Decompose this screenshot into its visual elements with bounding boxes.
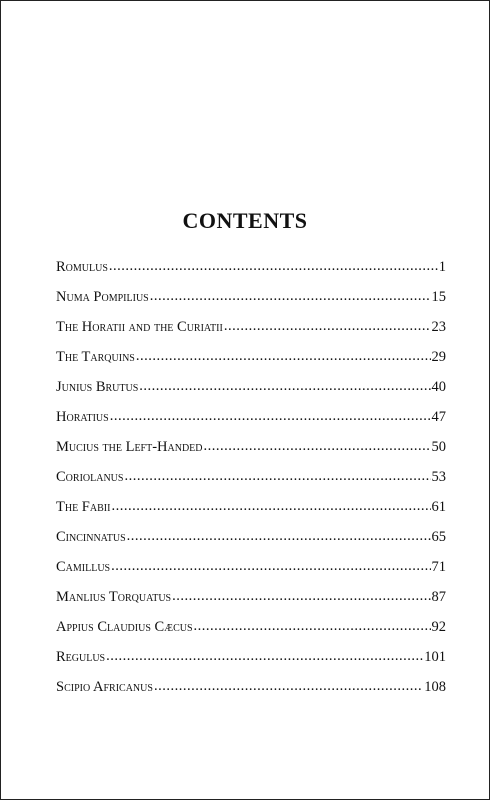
toc-entry-page: 87 xyxy=(431,589,446,605)
toc-entry-page: 15 xyxy=(431,289,446,305)
dot-leader xyxy=(139,378,430,395)
dot-leader xyxy=(110,408,431,425)
dot-leader xyxy=(136,348,431,365)
toc-entry xyxy=(56,589,446,619)
toc-entry-title: Cincinnatus xyxy=(56,529,126,545)
toc-entry-title: Mucius the Left-Handed xyxy=(56,439,203,455)
toc-entry-title: Regulus xyxy=(56,649,106,665)
toc-entry-page: 71 xyxy=(431,559,446,575)
toc-entry-page: 61 xyxy=(431,499,446,515)
toc-entry-title: Appius Claudius Cæcus xyxy=(56,619,193,635)
toc-entry-title: The Fabii xyxy=(56,499,111,515)
toc-entry-title: Numa Pompilius xyxy=(56,289,149,305)
toc-entry-page: 29 xyxy=(431,349,446,365)
toc-entry-page: 40 xyxy=(431,379,446,395)
toc-entry-page: 101 xyxy=(424,649,446,665)
dot-leader xyxy=(204,438,431,455)
dot-leader xyxy=(224,318,431,335)
dot-leader xyxy=(124,468,430,485)
toc-entry-title: Scipio Africanus xyxy=(56,679,153,695)
toc-entry xyxy=(56,409,446,439)
toc-entry-page: 65 xyxy=(431,529,446,545)
dot-leader xyxy=(150,288,431,305)
toc-entry xyxy=(56,289,446,319)
toc-entry xyxy=(56,679,446,709)
toc-entry-page: 47 xyxy=(431,409,446,425)
dot-leader xyxy=(172,588,430,605)
dot-leader xyxy=(106,648,423,665)
toc-entry xyxy=(56,469,446,499)
toc-entry-title: Horatius xyxy=(56,409,109,425)
dot-leader xyxy=(194,618,431,635)
dot-leader xyxy=(111,558,430,575)
toc-entry-title: Camillus xyxy=(56,559,111,575)
toc-entry-page: 92 xyxy=(431,619,446,635)
dot-leader xyxy=(109,258,438,275)
toc-entry xyxy=(56,349,446,379)
toc-entry-page: 53 xyxy=(431,469,446,485)
toc-entry xyxy=(56,559,446,589)
toc-entry xyxy=(56,499,446,529)
toc-entry-page: 23 xyxy=(431,319,446,335)
toc-entry-title: Manlius Torquatus xyxy=(56,589,172,605)
toc-entry xyxy=(56,379,446,409)
table-of-contents xyxy=(56,259,446,709)
toc-entry-title: Romulus xyxy=(56,259,108,275)
toc-entry xyxy=(56,319,446,349)
dot-leader xyxy=(154,678,423,695)
dot-leader xyxy=(111,498,430,515)
toc-entry-title: The Horatii and the Curiatii xyxy=(56,319,223,335)
toc-entry xyxy=(56,439,446,469)
toc-entry-page: 108 xyxy=(424,679,446,695)
toc-entry-title: The Tarquins xyxy=(56,349,135,365)
toc-entry xyxy=(56,529,446,559)
toc-entry xyxy=(56,619,446,649)
toc-entry xyxy=(56,649,446,679)
contents-heading: CONTENTS xyxy=(182,208,308,233)
toc-entry-title: Coriolanus xyxy=(56,469,124,485)
toc-entry-page: 50 xyxy=(431,439,446,455)
dot-leader xyxy=(127,528,431,545)
toc-entry-page: 1 xyxy=(438,259,446,275)
toc-entry-title: Junius Brutus xyxy=(56,379,139,395)
toc-entry xyxy=(56,259,446,289)
